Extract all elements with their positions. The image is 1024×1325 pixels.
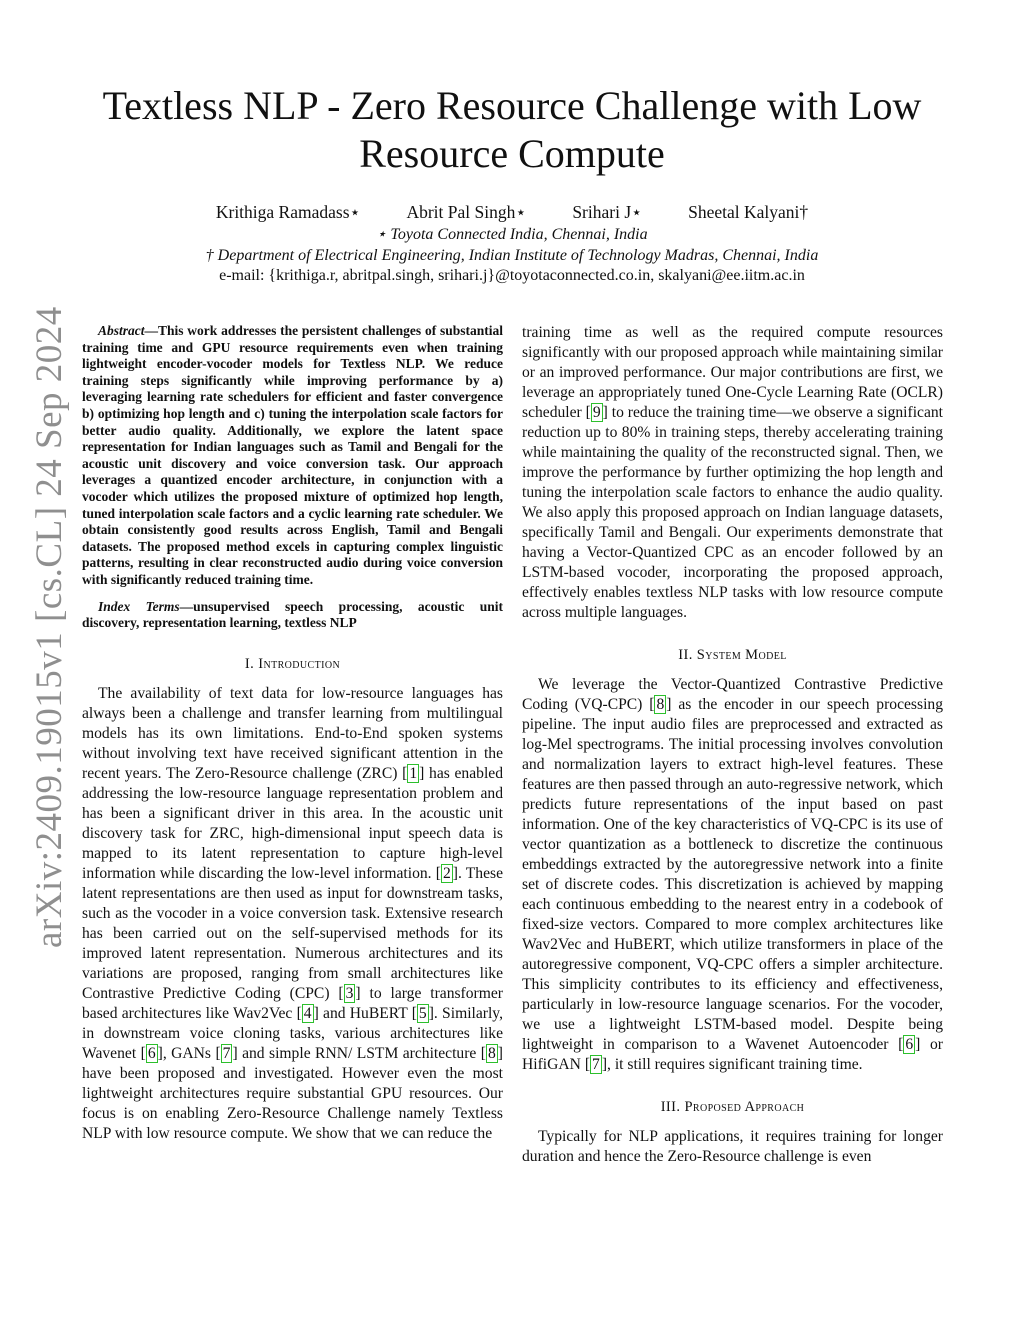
author-3: Srihari J⋆: [572, 202, 643, 222]
system-model-paragraph: We leverage the Vector-Quantized Contrastive Predictive Coding (VQ-CPC) [ 8 ] as the encoder in our speech processing pipeline. The input audio files are preprocessed and extracted as log-Mel spectrograms. The initial processing involves convolution and normalization layers to extract high-level features. These features are then passed through an auto-regressive network, which predicts future representations of the input based on past information. One of the key characteristics of VQ-CPC is its use of vector quantization as a bottleneck to discretize the continuous embeddings extracted by the autoregressive network into a finite set of discrete codes. This discretization is achieved by mapping each continuous embedding to the nearest entry in a codebook of fixed-size vectors. Compared to more complex architectures like Wav2Vec and HuBERT, which utilize transformers in place of the autoregressive component, VQ-CPC offers a simpler architecture. This simplicity contributes to its efficiency and effectiveness, particularly in low-resource language scenarios. For the vocoder, we use a lightweight LSTM-based model. Despite being lightweight in comparison to a Wavenet Autoencoder [ 6 ] or HifiGAN [ 7 ], it still requires significant training time.: [522, 676, 943, 1073]
affiliation-toyota: ⋆ Toyota Connected India, Chennai, India: [376, 226, 648, 243]
author-list: [100, 202, 924, 223]
affiliation-iitm: † Department of Electrical Engineering, Indian Institute of Technology Madras, Chennai, India: [205, 247, 819, 264]
right-column: [522, 323, 943, 1167]
arxiv-identifier-stamp: arXiv:2409.19015v1 [cs.CL] 24 Sep 2024: [29, 306, 70, 948]
citation-link[interactable]: 7: [222, 1044, 231, 1062]
paper-title: Textless NLP - Zero Resource Challenge with Low Resource Compute: [102, 83, 922, 176]
proposed-approach-paragraph: Typically for NLP applications, it requires training for longer duration and hence the Zero-Resource challenge is even: [522, 1128, 943, 1165]
intro-paragraph: The availability of text data for low-resource languages has always been a challenge and transfer learning from multilingual models has its own limitations. End-to-End spoken systems without involving text have received significant attention in the recent years. The Zero-Resource challenge (ZRC) [ 1 ] has enabled addressing the low-resource language representation problem and has been a significant driver in this area. In the acoustic unit discovery task for ZRC, high-dimensional input speech data is mapped to its latent representation to capture high-level information while discarding the low-level information. [ 2 ]. These latent representations are then used as input for downstream tasks, such as the vocoder in a voice conversion task. Extensive research has been carried out on the self-supervised methods for its improved latent representation. Numerous architectures and its variations are proposed, ranging from small architectures like Contrastive Predictive Coding (CPC) [ 3 ] to large transformer based architectures like Wav2Vec [ 4 ] and HuBERT [ 5 ]. Similarly, in downstream voice cloning tasks, various architectures like Wavenet [ 6 ], GANs [ 7 ] and simple RNN/ LSTM architecture [ 8 ] have been proposed and investigated. However even the most lightweight architectures require substantial GPU resources. Our focus is on enabling Zero-Resource Challenge namely Textless NLP with low resource compute. We show that we can reduce the: [82, 684, 503, 1142]
citation-link[interactable]: 6: [147, 1044, 156, 1062]
left-column: [82, 323, 503, 1144]
abstract: [82, 323, 503, 589]
abstract-text: —This work addresses the persistent challenges of substantial training time and GPU resource requirements even when training lightweight encoder-vocoder models for Textless NLP. We reduce training steps significantly while improving performance by a) leveraging learning rate schedulers for efficient and faster convergence b) optimizing hop length and c) tuning the interpolation scale factors for better audio quality. Additionally, we explore the latent space representation for Indian languages such as Tamil and Bengali for the acoustic unit discovery and voice conversion task. Our approach leverages a quantized encoder architecture, in conjunction with a vocoder which utilizes the proposed mixture of optimized hop length, tuned interpolation scale factors and a cyclic learning rate scheduler. We obtain consistently good results across English, Tamil and Bengali datasets. The proposed method excels in capturing complex linguistic patterns, resulting in clear reconstructed audio during voice conversion with significantly reduced training time.: [82, 323, 503, 587]
index-terms: [82, 599, 503, 632]
citation-link[interactable]: 2: [442, 864, 451, 882]
index-terms-label: Index Terms: [98, 598, 180, 614]
section-heading-proposed-approach: III. Proposed Approach: [660, 1099, 805, 1115]
citation-link[interactable]: 5: [418, 1004, 427, 1022]
author-2: Abrit Pal Singh⋆: [406, 202, 527, 222]
author-emails: e-mail: {krithiga.r, abritpal.singh, srihari.j}@toyotaconnected.co.in, skalyani@ee.iitm.ac.in: [219, 267, 805, 284]
citation-link[interactable]: 1: [409, 764, 418, 782]
citation-link[interactable]: 9: [592, 404, 601, 421]
author-4: Sheetal Kalyani†: [688, 202, 809, 222]
section-heading-introduction: I. Introduction: [244, 655, 341, 672]
citation-link[interactable]: 7: [592, 1056, 600, 1073]
abstract-label: Abstract: [98, 323, 145, 338]
citation-link[interactable]: 8: [656, 696, 665, 713]
citation-link[interactable]: 3: [345, 984, 354, 1002]
section-heading-system-model: II. System Model: [678, 647, 787, 663]
citation-link[interactable]: 8: [488, 1044, 496, 1062]
author-1: Krithiga Ramadass⋆: [215, 202, 361, 222]
citation-link[interactable]: 4: [303, 1004, 312, 1022]
intro-paragraph-continued: training time as well as the required compute resources significantly with our proposed approach while maintaining similar or an improved performance. Our major contributions are first, we leverage an appropriately tuned One-Cycle Learning Rate (OCLR) scheduler [ 9 ] to reduce the training time—we observe a significant reduction up to 80% in training steps, thereby accelerating training while maintaining the quality of the reconstructed signal. Then, we improve the performance by further optimizing the hop length and tuning the interpolation scale factors to enhance the audio quality. We also apply this proposed approach on Indian language datasets, specifically Tamil and Bengali. Our experiments demonstrate that having a Vector-Quantized CPC as an encoder followed by an LSTM-based vocoder, incorporating the proposed approach, effectively enables textless NLP tasks with low resource compute across multiple languages.: [522, 324, 944, 621]
index-terms-text: —unsupervised speech processing, acoustic unit discovery, representation learning, textless NLP: [82, 598, 504, 631]
citation-link[interactable]: 6: [905, 1036, 914, 1053]
